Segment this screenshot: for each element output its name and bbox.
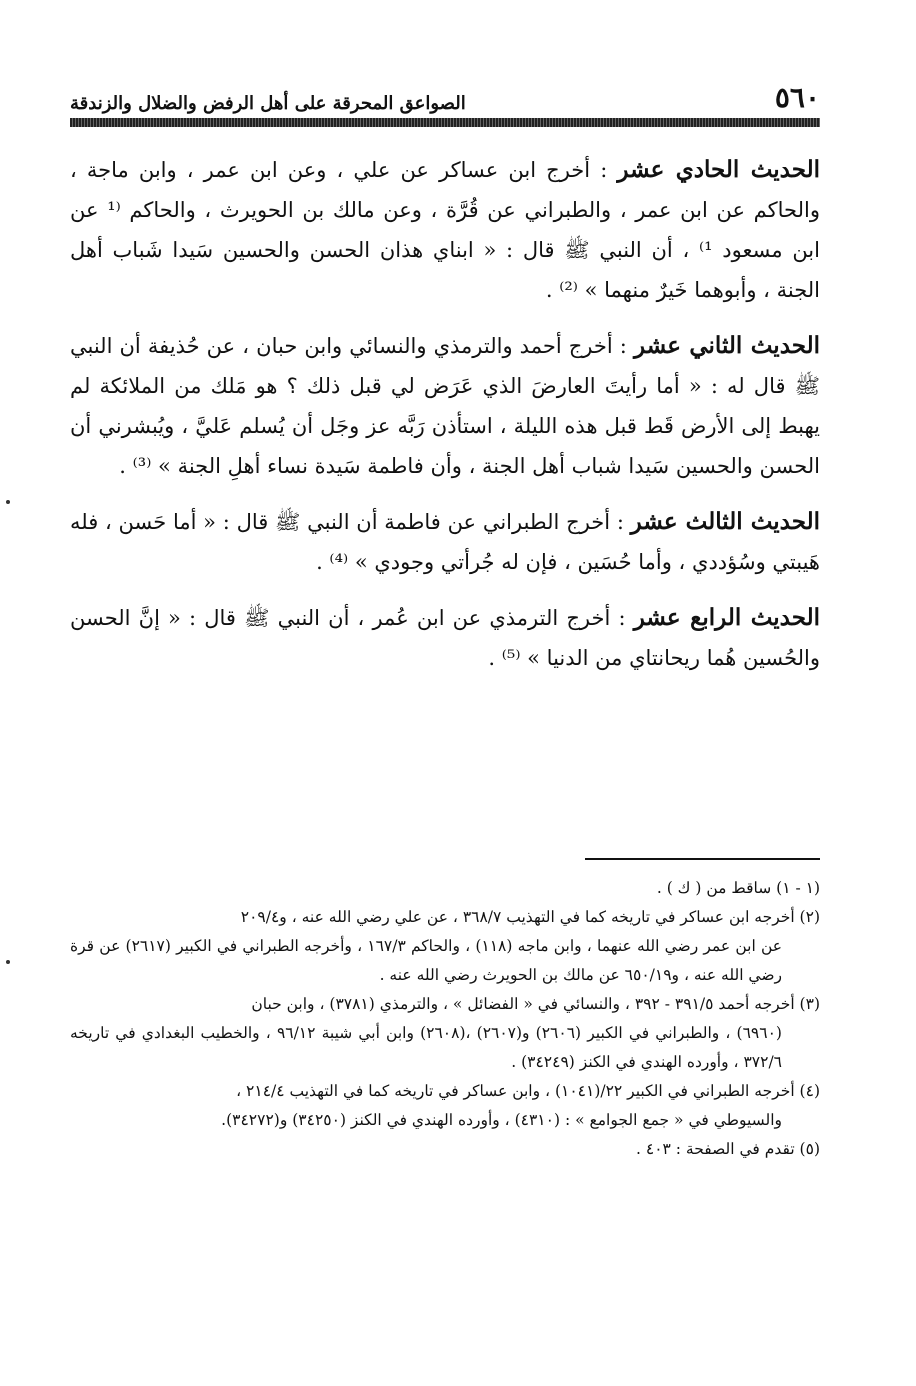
page-number: ٥٦٠ <box>774 81 820 114</box>
hadith-text: : أخرج أحمد والترمذي والنسائي وابن حبان ، عن حُذيفة أن النبي ﷺ قال له : « أما رأيتَ العارضَ الذي عَرَض لي قبل ذلك ؟ هو مَلك من الملائكة لم يهبط إلى الأرض قَط قبل هذه الليلة ، استأذن رَبَّه عز وجَل أن يُسلم عَليَّ ، ويُبشرني أن الحسن والحسين سَيدا شباب أهل الجنة ، وأن فاطمة سَيدة نساء أهلِ الجنة » ⁽³⁾ . <box>70 334 820 478</box>
footnote-text: (١ - ١) ساقط من ( ك ) . <box>656 879 820 897</box>
footnote-text: (٦٩٦٠) ، والطبراني في الكبير (٢٦٠٦) و(٢٦٠٧) ،(٢٦٠٨) وابن أبي شيبة ٩٦/١٢ ، والخطيب البغدادي في تاريخه ٣٧٢/٦ ، وأورده الهندي في الكنز (٣٤٢٤٩) . <box>70 1024 782 1071</box>
hadith-text: : أخرج ابن عساكر عن علي ، وعن ابن عمر ، وابن ماجة ، والحاكم عن ابن عمر ، والطبراني عن قُرَّة ، وعن مالك بن الحويرث ، والحاكم ⁽¹ عن ابن مسعود ¹⁾ ، أن النبي ﷺ قال : « ابناي هذان الحسن والحسين سَيدا شَباب أهل الجنة ، وأبوهما خَيرٌ منهما » ⁽²⁾ . <box>70 158 820 302</box>
hadith-text: : أخرج الترمذي عن ابن عُمر ، أن النبي ﷺ قال : « إنَّ الحسن والحُسين هُما ريحانتاي من الدنيا » ⁽⁵⁾ . <box>70 606 820 670</box>
footnote-text: عن ابن عمر رضي الله عنهما ، وابن ماجه (١١٨) ، والحاكم ١٦٧/٣ ، وأخرجه الطبراني في الكبير (٢٦١٧) عن قرة رضي الله عنه ، و٦٥٠/١٩ عن مالك بن الحويرث رضي الله عنه . <box>70 937 782 984</box>
footnote <box>70 874 820 903</box>
hadith-title: الحديث الثالث عشر <box>630 508 820 535</box>
hadith-paragraph <box>70 326 820 486</box>
hadith-paragraph <box>70 598 820 678</box>
footnote-text: (٥) تقدم في الصفحة : ٤٠٣ . <box>636 1140 820 1158</box>
footnote <box>70 903 820 932</box>
footnote-text: (٢) أخرجه ابن عساكر في تاريخه كما في التهذيب ٣٦٨/٧ ، عن علي رضي الله عنه ، و٢٠٩/٤ <box>240 908 820 926</box>
footnote <box>70 1077 820 1106</box>
hadith-text: : أخرج الطبراني عن فاطمة أن النبي ﷺ قال : « أما حَسن ، فله هَيبتي وسُؤددي ، وأما حُسَين ، فإن له جُرأتي وجودي » ⁽⁴⁾ . <box>70 510 820 574</box>
hadith-title: الحديث الرابع عشر <box>633 604 820 631</box>
footnote <box>70 1135 820 1164</box>
page-header <box>70 82 820 114</box>
header-rule <box>70 118 820 127</box>
footnote <box>70 990 820 1019</box>
footnote-continuation <box>70 932 820 990</box>
hadith-title: الحديث الثاني عشر <box>634 332 821 359</box>
margin-mark <box>6 500 10 504</box>
footnote-text: والسيوطي في « جمع الجوامع » : (٤٣١٠) ، وأورده الهندي في الكنز (٣٤٢٥٠) و(٣٤٢٧٢). <box>221 1111 782 1129</box>
book-page <box>70 0 820 1386</box>
hadith-paragraph <box>70 150 820 310</box>
footnote-text: (٤) أخرجه الطبراني في الكبير ٢٢/(١٠٤١) ، وابن عساكر في تاريخه كما في التهذيب ٢١٤/٤ ، <box>236 1082 820 1100</box>
footnote-continuation <box>70 1019 820 1077</box>
footnote-separator <box>585 858 820 860</box>
hadith-title: الحديث الحادي عشر <box>617 156 820 183</box>
hadith-paragraph <box>70 502 820 582</box>
footnotes <box>70 874 820 1164</box>
margin-mark <box>6 960 10 964</box>
footnote-text: (٣) أخرجه أحمد ٣٩١/٥ - ٣٩٢ ، والنسائي في « الفضائل » ، والترمذي (٣٧٨١) ، وابن حبان <box>251 995 820 1013</box>
main-text <box>70 150 820 694</box>
footnote-continuation <box>70 1106 820 1135</box>
running-title: الصواعق المحرقة على أهل الرفض والضلال والزندقة <box>70 93 466 114</box>
